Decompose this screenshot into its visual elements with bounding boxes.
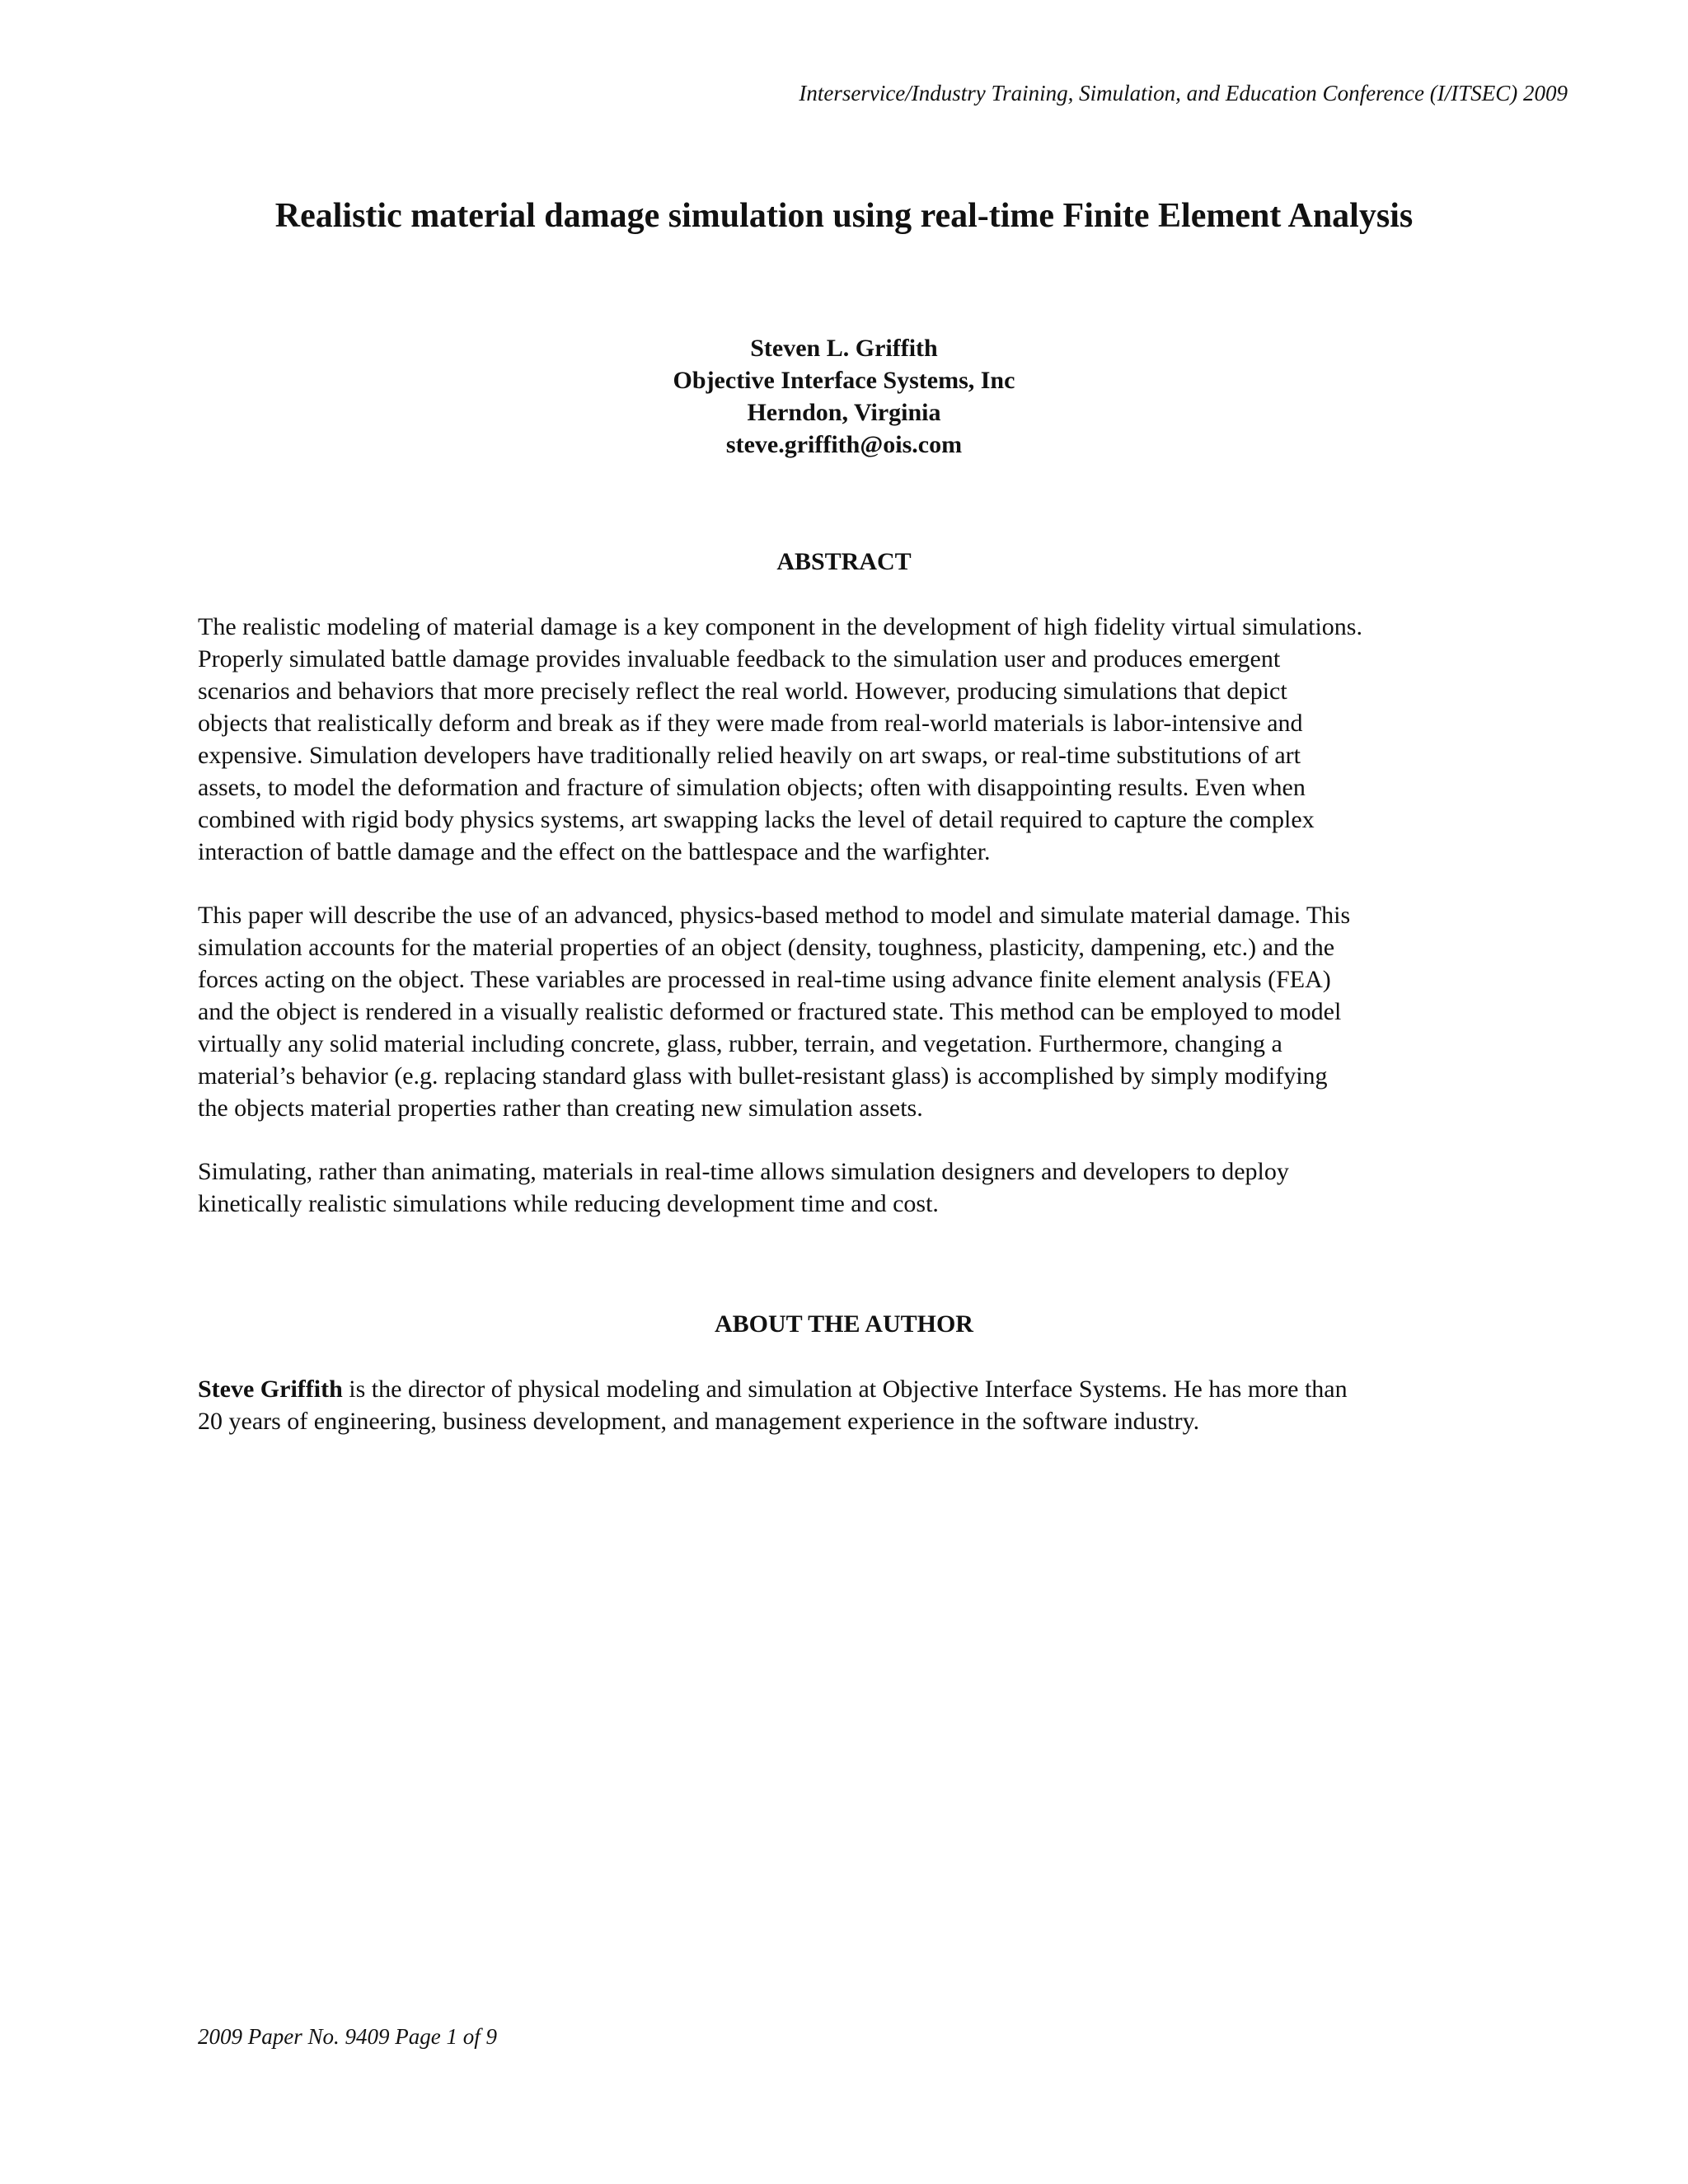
paragraph-line: scenarios and behaviors that more precisely reflect the real world. However, producing simulations that depict	[198, 677, 1287, 705]
paragraph-line: This paper will describe the use of an advanced, physics-based method to model and simulate material damage. This	[198, 902, 1351, 929]
paragraph-line: Properly simulated battle damage provides invaluable feedback to the simulation user and produces emergent	[198, 645, 1281, 673]
paragraph-line: simulation accounts for the material properties of an object (density, toughness, plasticity, dampening, etc.) and the	[198, 934, 1335, 961]
paragraph-line: material’s behavior (e.g. replacing standard glass with bullet-resistant glass) is accomplished by simply modifying	[198, 1062, 1328, 1090]
author-email: steve.griffith@ois.com	[725, 431, 963, 458]
paragraph-line: kinetically realistic simulations while reducing development time and cost.	[198, 1190, 939, 1217]
paragraph-line: objects that realistically deform and break as if they were made from real-world materials is labor-intensive and	[198, 710, 1303, 737]
author-location: Herndon, Virginia	[747, 399, 941, 426]
paragraph-line: 20 years of engineering, business development, and management experience in the software industry.	[198, 1408, 1200, 1435]
paragraph-line: interaction of battle damage and the effect on the battlespace and the warfighter.	[198, 838, 991, 865]
paragraph-line: forces acting on the object. These variables are processed in real-time using advance finite element analysis (FEA)	[198, 966, 1331, 993]
abstract-paragraph-3	[198, 1155, 1484, 1220]
author-bio-name: Steve Griffith	[198, 1376, 343, 1403]
running-header: Interservice/Industry Training, Simulation, and Education Conference (I/ITSEC) 2009	[799, 81, 1568, 105]
abstract-paragraph-1	[198, 611, 1484, 868]
author-block	[0, 332, 1688, 461]
paragraph-line: assets, to model the deformation and fracture of simulation objects; often with disappointing results. Even when	[198, 774, 1306, 801]
paragraph-line: and the object is rendered in a visually realistic deformed or fractured state. This method can be employed to model	[198, 998, 1342, 1025]
author-name: Steven L. Griffith	[750, 335, 938, 362]
about-author-paragraph	[198, 1373, 1484, 1437]
about-author-heading: ABOUT THE AUTHOR	[715, 1310, 973, 1338]
paragraph-line: the objects material properties rather than creating new simulation assets.	[198, 1094, 923, 1122]
paragraph-line: virtually any solid material including concrete, glass, rubber, terrain, and vegetation. Furthermore, changing a	[198, 1030, 1282, 1057]
abstract-heading: ABSTRACT	[776, 548, 912, 575]
paper-title: Realistic material damage simulation using real-time Finite Element Analysis	[274, 197, 1414, 235]
page-footer: 2009 Paper No. 9409 Page 1 of 9	[198, 2024, 497, 2049]
paragraph-line: The realistic modeling of material damage is a key component in the development of high fidelity virtual simulations.	[198, 613, 1362, 640]
author-organization: Objective Interface Systems, Inc	[673, 367, 1015, 394]
paragraph-line: combined with rigid body physics systems, art swapping lacks the level of detail required to capture the complex	[198, 806, 1315, 833]
author-bio-text: is the director of physical modeling and simulation at Objective Interface Systems. He has more than	[342, 1376, 1348, 1403]
abstract-paragraph-2	[198, 899, 1484, 1124]
paragraph-line	[198, 1373, 1484, 1405]
paragraph-line: expensive. Simulation developers have traditionally relied heavily on art swaps, or real-time substitutions of art	[198, 742, 1301, 769]
paragraph-line: Simulating, rather than animating, materials in real-time allows simulation designers and developers to deploy	[198, 1158, 1289, 1185]
